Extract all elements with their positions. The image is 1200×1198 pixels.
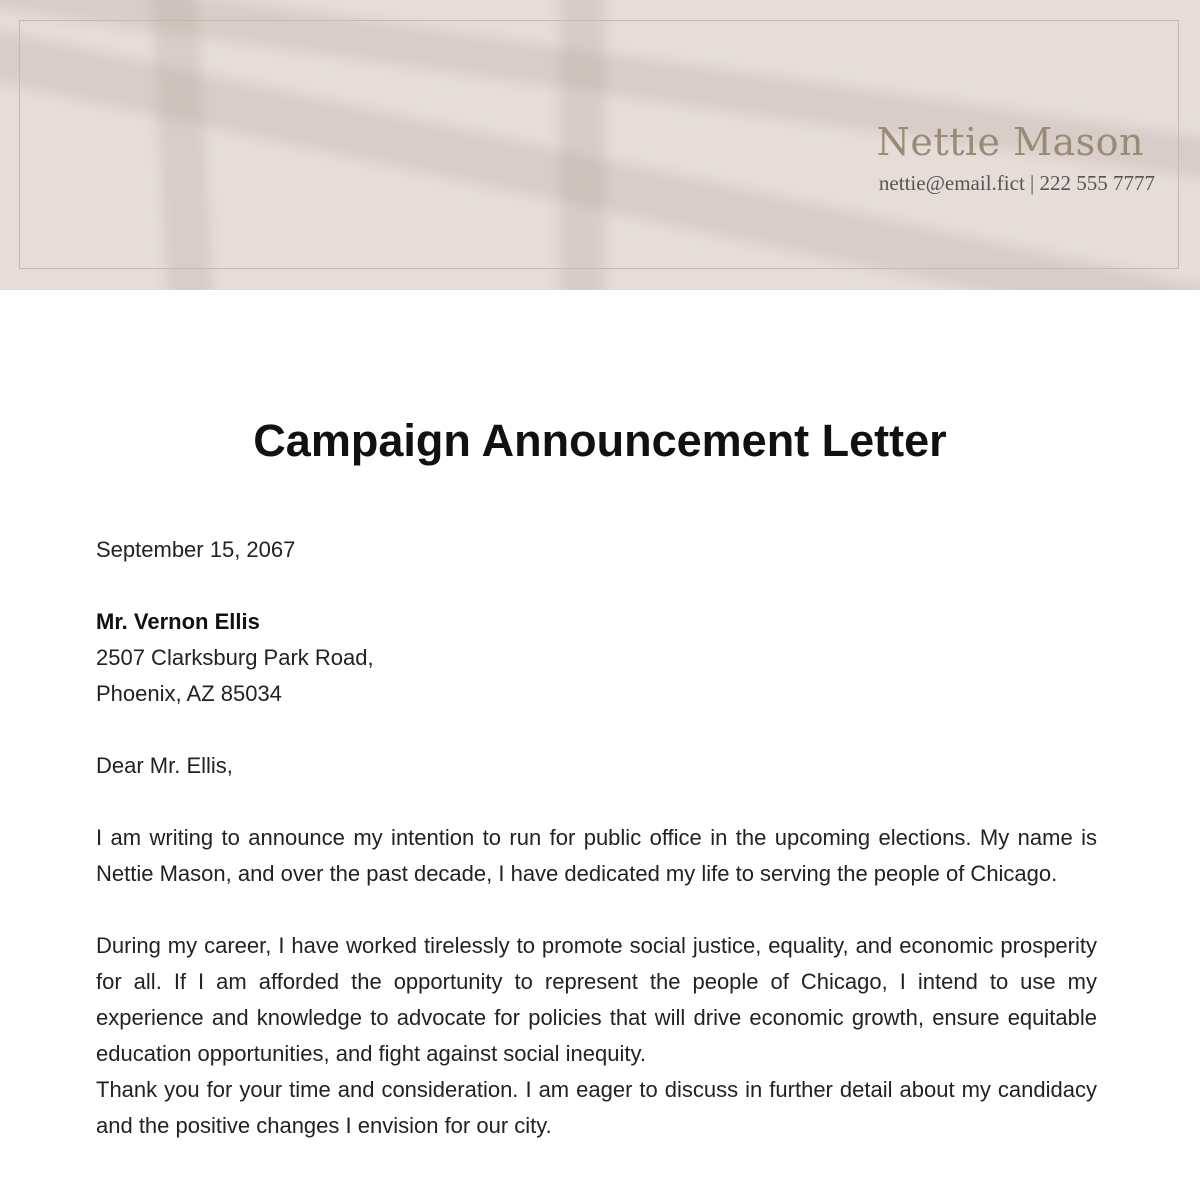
paragraph: Thank you for your time and consideration. I am eager to discuss in further detail about my candidacy and the positive changes I envision for our city. xyxy=(96,1077,1097,1138)
paragraph: During my career, I have worked tirelessly to promote social justice, equality, and economic prosperity for all. If I am afforded the opportunity to represent the people of Chicago, I intend to use my experience and knowledge to advocate for policies that will drive economic growth, ensure equitable education opportunities, and fight against social inequity. xyxy=(96,933,1097,1066)
letterhead xyxy=(0,0,1200,290)
letter-body xyxy=(96,532,1097,1144)
sender-contact: nettie@email.fict | 222 555 7777 xyxy=(878,171,1155,195)
paragraph: I am writing to announce my intention to run for public office in the upcoming elections. My name is Nettie Mason, and over the past decade, I have dedicated my life to serving the people of Chicago. xyxy=(96,825,1097,886)
salutation: Dear Mr. Ellis, xyxy=(96,753,233,778)
sender-name: Nettie Mason xyxy=(876,120,1144,164)
recipient-name: Mr. Vernon Ellis xyxy=(96,609,260,634)
letter-date: September 15, 2067 xyxy=(96,537,296,562)
recipient-address-line1: 2507 Clarksburg Park Road, xyxy=(96,645,374,670)
document-title: Campaign Announcement Letter xyxy=(253,415,947,466)
recipient-address-line2: Phoenix, AZ 85034 xyxy=(96,681,282,706)
